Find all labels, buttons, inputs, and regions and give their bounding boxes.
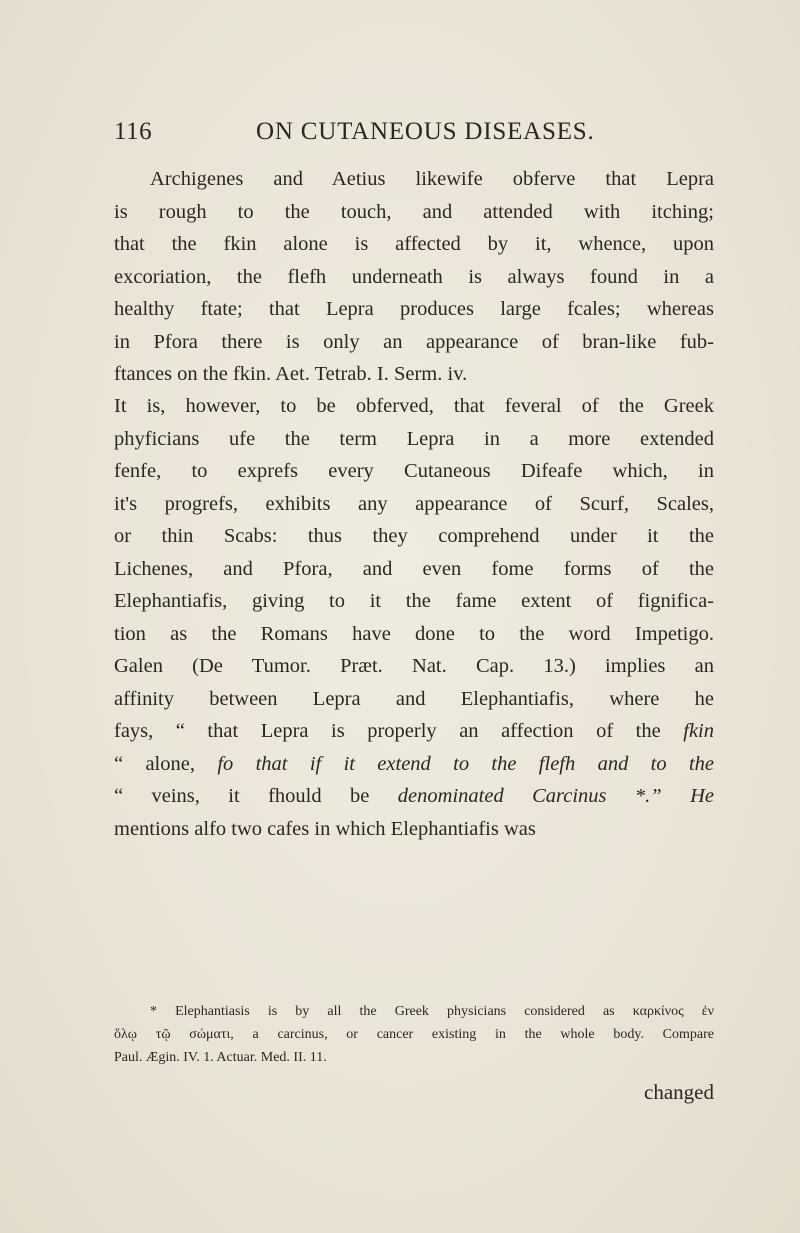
running-head	[114, 118, 714, 152]
text-line	[114, 715, 714, 748]
text-line: ftances on the fkin. Aet. Tetrab. I. Serm. iv.	[114, 363, 468, 385]
paragraph-1	[114, 163, 714, 391]
text-line: mentions alfo two cafes in which Elephantiafis was	[114, 817, 536, 840]
text-line: Lichenes, and Pfora, and even fome forms of the	[114, 557, 714, 580]
running-title: ON CUTANEOUS DISEASES.	[256, 118, 595, 145]
footnote-line: Paul. Ægin. IV. 1. Actuar. Med. II. 11.	[114, 1050, 327, 1065]
italic-run: denominated Carcinus *.”	[397, 785, 662, 807]
footnote	[114, 1000, 714, 1069]
text-line: Galen (De Tumor. Præt. Nat. Cap. 13.) implies an	[114, 655, 714, 677]
page-number: 116	[114, 118, 153, 145]
text-run: fays, “ that Lepra is properly an affection of the	[114, 720, 661, 742]
text-line	[114, 780, 714, 813]
italic-run: fo that if it extend to the flefh and to the	[217, 752, 715, 775]
footnote-line: ὅλῳ τῷ σώματι, a carcinus, or cancer existing in the whole body. Compare	[114, 1027, 714, 1042]
text-line: It is, however, to be obferved, that feveral of the Greek	[114, 395, 714, 417]
text-line: healthy ftate; that Lepra produces large fcales; whereas	[114, 298, 714, 320]
text-line: affinity between Lepra and Elephantiafis, where he	[114, 687, 714, 710]
text-line: phyficians ufe the term Lepra in a more extended	[114, 427, 714, 450]
italic-run: He	[690, 785, 714, 807]
text-line: is rough to the touch, and attended with itching;	[114, 200, 714, 223]
text-line: excoriation, the flefh underneath is always found in a	[114, 265, 714, 288]
italic-run: fkin	[683, 720, 714, 742]
text-line: it's progrefs, exhibits any appearance of Scurf, Scales,	[114, 492, 714, 515]
footnote-line: * Elephantiasis is by all the Greek physicians considered as καρκίνος ἐν	[150, 1004, 714, 1019]
text-line: fenfe, to exprefs every Cutaneous Difeafe which, in	[114, 460, 714, 482]
text-line: tion as the Romans have done to the word Impetigo.	[114, 622, 714, 645]
catchword: changed	[644, 1080, 714, 1104]
text-line: that the fkin alone is affected by it, whence, upon	[114, 233, 714, 255]
text-line: Elephantiafis, giving to it the fame extent of fignifica-	[114, 590, 714, 612]
text-line: Archigenes and Aetius likewife obferve that Lepra	[150, 168, 714, 190]
text-line	[114, 748, 714, 781]
text-run: “ veins, it fhould be	[114, 785, 370, 807]
paragraph-2	[114, 390, 714, 845]
text-run: “ alone,	[114, 752, 195, 775]
text-line: or thin Scabs: thus they comprehend under it the	[114, 525, 714, 547]
text-line: in Pfora there is only an appearance of bran-like fub-	[114, 330, 714, 353]
